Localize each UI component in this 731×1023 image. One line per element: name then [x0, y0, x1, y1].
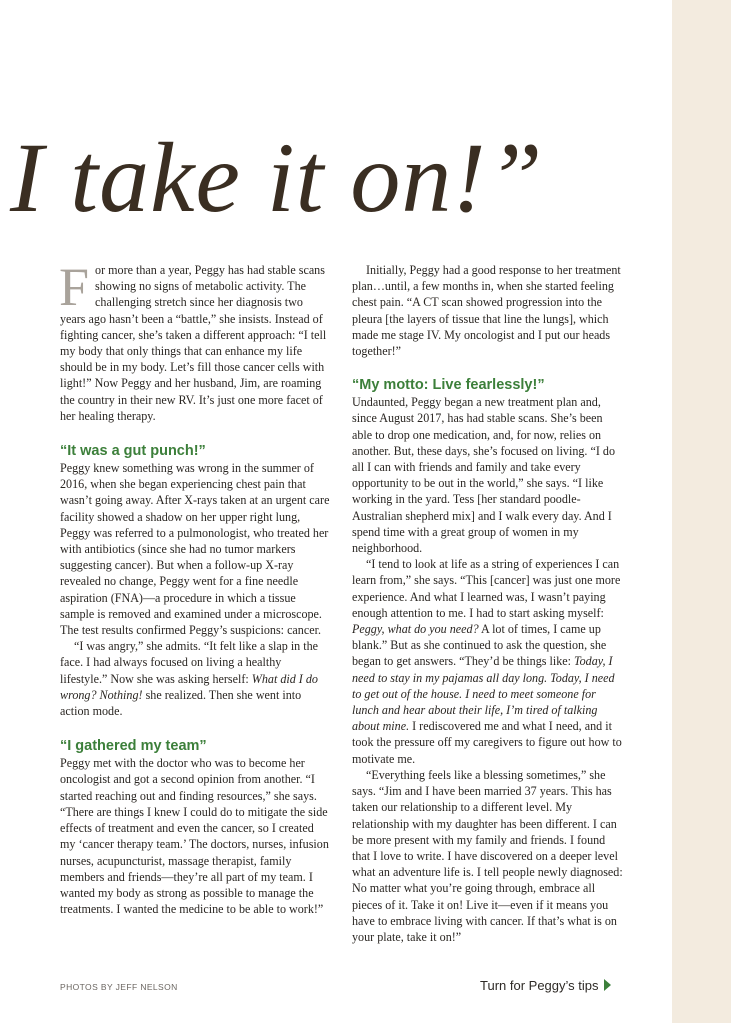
turn-page-text: Turn for Peggy’s tips — [480, 978, 599, 993]
intro-text: or more than a year, Peggy has had stable scans showing no signs of metabolic activity. The challenging stretch since her diagnosis two years ago hasn’t been a “battle,” she insists. Instead of fighting cancer, she’s taken a different approach: “I tell my body that only things that can enhance my life should be in my body. Let’s fill those cancer cells with light!” Now Peggy and her husband, Jim, are roaming the country in their new RV. It’s just one more facet of her healing therapy. — [60, 263, 327, 423]
paragraph: “I was angry,” she admits. “It felt like a slap in the face. I had always focused on living a healthy lifestyle.” Now she was asking herself: What did I do wrong? Nothing! she realized. Then she went into action mode. — [60, 639, 319, 719]
side-strip — [672, 0, 731, 1023]
subhead-gathered-team: “I gathered my team” — [60, 738, 207, 755]
left-column — [59, 257, 330, 917]
paragraph: Peggy met with the doctor who was to become her oncologist and got a second opinion from another. “I started reaching out and finding resources,” she says. “There are things I knew I could do to mitigate the side effects of treatment and even the cancer, so I created my ‘cancer therapy team.’ The doctors, nurses, infusion nurses, acupuncturist, massage therapist, family members and friends—they’re all part of my team. I wanted my body as strong as possible to manage the treatments. I wanted the medicine to be able to work!” — [60, 756, 329, 917]
headline: I take it on!” — [10, 122, 544, 233]
paragraph: “I tend to look at life as a string of experiences I can learn from,” she says. “This [cancer] was just one more experience. And what I learned was, I wasn’t paying enough attention to me. I had to start asking myself: Peggy, what do you need? A lot of times, I came up blank.” But as she continued to ask the question, she began to get answers. “They’d be things like: Today, I need to stay in my pajamas all day long. Today, I need to get out of the house. I need to meet someone for lunch and hear about their life, I’m tired of talking about mine. I rediscovered me and what I need, and it took the pressure off my caregivers to figure out how to motivate me. — [352, 557, 622, 766]
paragraph: Undaunted, Peggy began a new treatment plan and, since August 2017, has had stable scans. She’s been able to drop one medication, and, for now, relies on another. But, these days, she’s focused on living. “I do all I can with friends and family and take every opportunity to be out in the world,” she says. “I like working in the yard. Tess [her standard poodle-Australian shepherd mix] and I walk every day. And I spend time with a great group of women in my neighborhood. — [352, 395, 615, 556]
photo-credit: PHOTOS BY JEFF NELSON — [60, 982, 178, 992]
paragraph: “Everything feels like a blessing sometimes,” she says. “Jim and I have been married 37 years. This has taken our relationship to a different level. My relationship with my daughter has been different. I can be more present with my family and friends. I found that I love to write. I have discovered on a deeper level what an adventure life is. I tell people newly diagnosed: No matter what you’re going through, embrace all pieces of it. Take it on! Live it—even if it means you have to embrace living with cancer. If that’s what is on your plate, take it on!” — [352, 767, 623, 944]
paragraph: Peggy knew something was wrong in the summer of 2016, when she began experiencing chest pain that wasn’t going away. After X-rays taken at an urgent care facility showed a shadow on her upper right lung, Peggy was referred to a pulmonologist, who treated her with antibiotics (since she had no tumor markers suggesting cancer). But when a follow-up X-ray revealed no change, Peggy went for a fine needle aspiration (FNA)—a procedure in which a tissue sample is removed and examined under a microscope. The test results confirmed Peggy’s suspicions: cancer. — [60, 461, 330, 638]
intro-paragraph — [59, 257, 330, 424]
arrow-right-icon — [604, 979, 611, 991]
subhead-gut-punch: “It was a gut punch!” — [60, 443, 206, 460]
paragraph: Initially, Peggy had a good response to her treatment plan…until, a few months in, when she started feeling chest pain. “A CT scan showed progression into the pleura [the layers of tissue that line the lungs], which made me stage IV. My oncologist and I put our heads together!” — [352, 263, 621, 359]
right-column — [352, 262, 624, 945]
subhead-motto: “My motto: Live fearlessly!” — [352, 377, 545, 394]
drop-cap: F — [59, 257, 90, 317]
turn-page-link[interactable] — [480, 978, 611, 993]
